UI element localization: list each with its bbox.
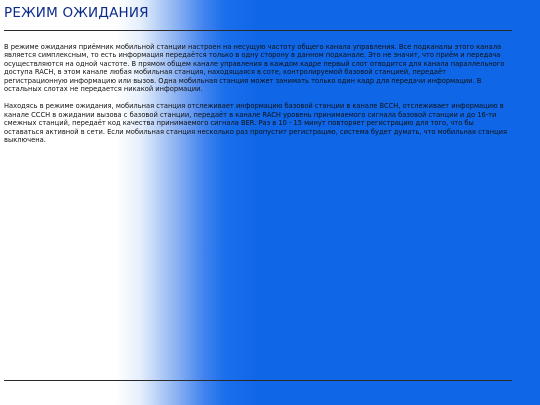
bottom-divider xyxy=(4,380,512,381)
paragraph-standby-intro: В режиме ожидания приёмник мобильной станции настроен на несущую частоту общего канала управления. Все подканалы этого канала является симплексным, то есть информация передаётся только в одну сторону в данном подканале. Это не значит, что приём и передача осуществляются на одной частоте. В прямом общем канале управления в каждом кадре первый слот отводится для канала параллельного доступа RACH, в этом канале любая мобильная станция, находящаяся в соте, контролируемой базовой станцией, передаёт регистрационную информацию или вызов. Одна мобильная станция может занимать только один кадр для передачи информации. В остальных слотах не передается никакой информации. xyxy=(4,43,505,94)
paragraph-standby-monitoring: Находясь в режиме ожидания, мобильная станция отслеживает информацию базовой станции в канале BCCH, отслеживает информацию в канале CCCH в ожидании вызова с базовой станции, передаёт в канале RACH уровень принимаемого сигнала базовой станции и до 16-ти смежных станций, передаёт код качества принимаемого сигнала BER. Раз в 10 - 15 минут повторяет регистрацию для того, что бы оставаться активной в сети. Если мобильная станция несколько раз пропустит регистрацию, система будет думать, что мобильная станция выключена. xyxy=(4,102,508,145)
article-body xyxy=(4,43,510,153)
top-divider xyxy=(4,30,512,31)
page-title: РЕЖИМ ОЖИДАНИЯ xyxy=(4,5,149,21)
